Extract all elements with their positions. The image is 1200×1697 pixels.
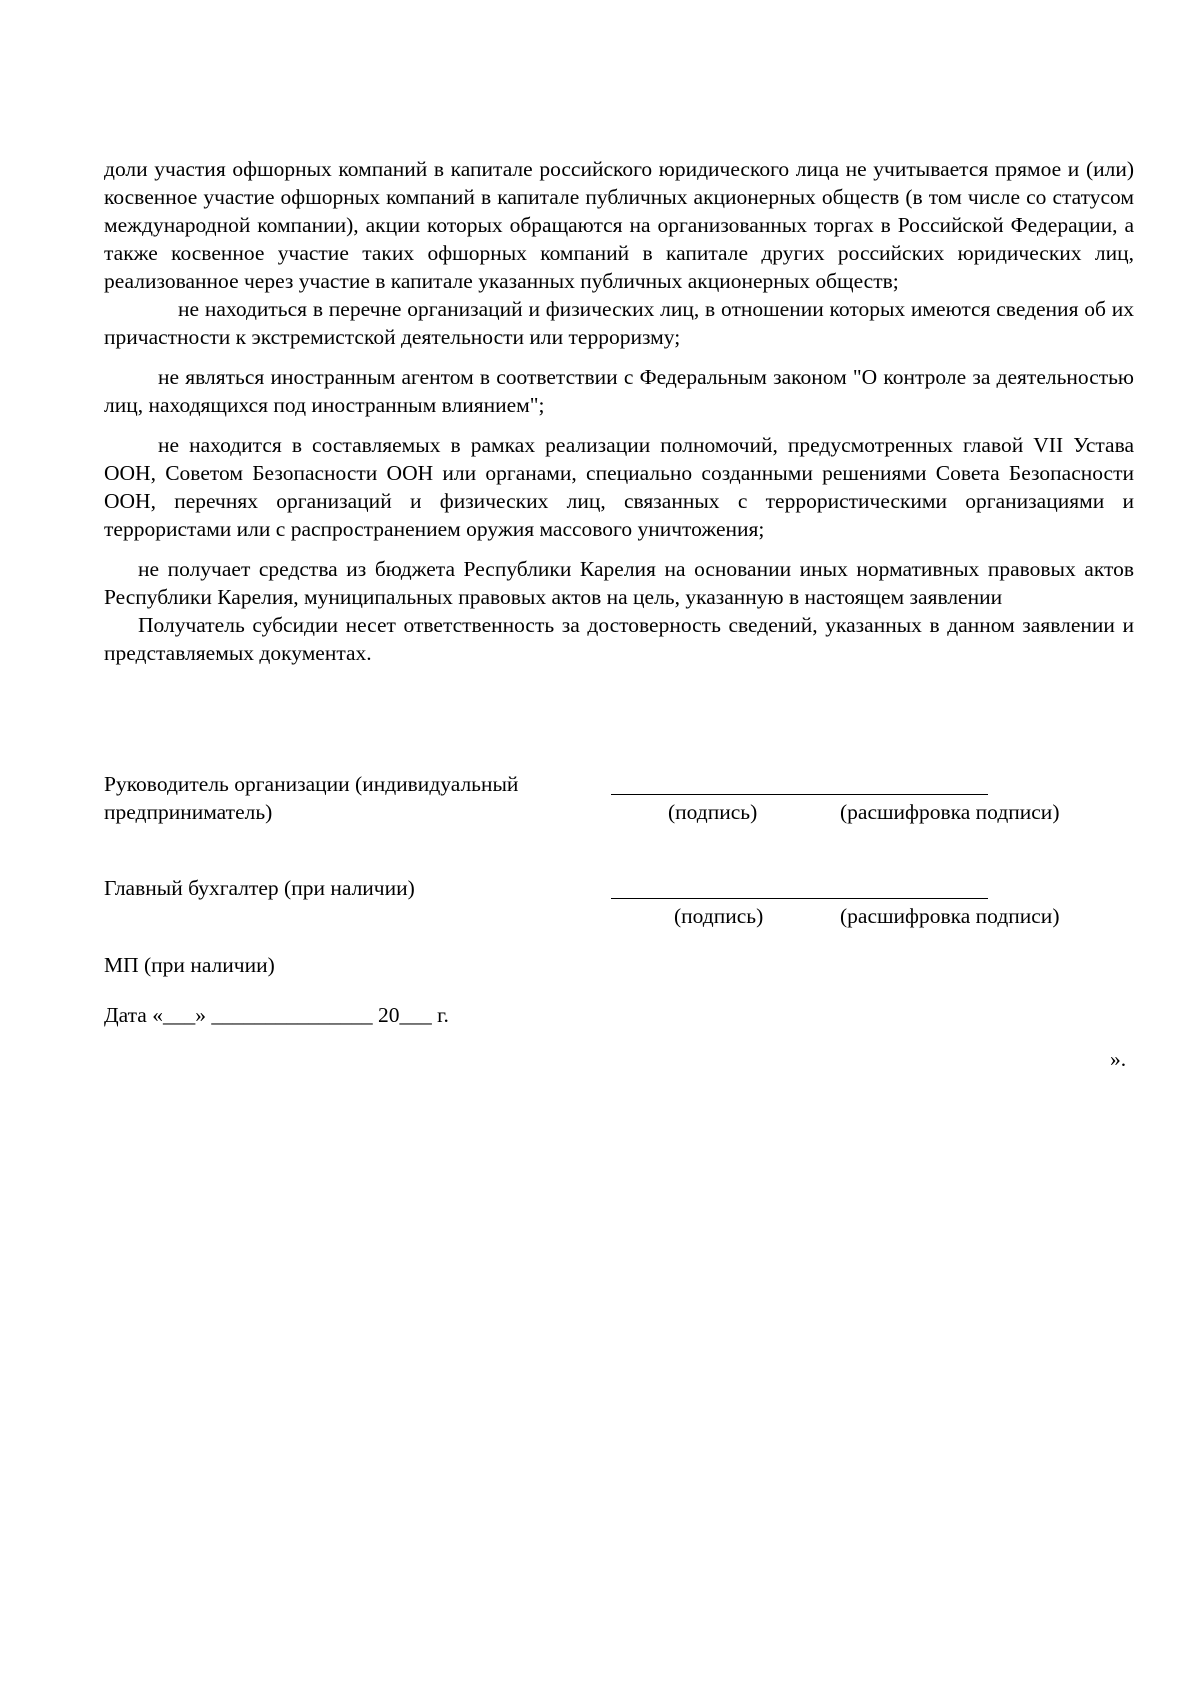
closing-quote-mark: ». [1110, 1047, 1127, 1071]
head-signature-block [104, 770, 1144, 830]
head-signature-caption: (подпись) [668, 800, 758, 824]
paragraph-responsibility: Получатель субсидии несет ответственность за достоверность сведений, указанных в данном заявлении и представляемых документах. [104, 613, 1134, 665]
paragraph-offshore-share: доли участия офшорных компаний в капитале российского юридического лица не учитывается прямое и (или) косвенное участие офшорных компаний в капитале публичных акционерных обществ (в том числе со статусом международной компании), акции которых обращаются на организованных торгах в Российской Федерации, а также косвенное участие таких офшорных компаний в капитале других российских юридических лиц, реализованное через участие в капитале указанных публичных акционерных обществ; [104, 157, 1134, 293]
accountant-decode-caption: (расшифровка подписи) [840, 904, 1060, 928]
paragraph-extremism-list: не находиться в перечне организаций и физических лиц, в отношении которых имеются сведения об их причастности к экстремистской деятельности или терроризму; [104, 297, 1134, 349]
stamp-label: МП (при наличии) [104, 953, 275, 977]
paragraph-budget-funds: не получает средства из бюджета Республики Карелия на основании иных нормативных правовых актов Республики Карелия, муниципальных правовых актов на цель, указанную в настоящем заявлении [104, 557, 1134, 609]
body-text [104, 155, 1134, 667]
head-decode-caption: (расшифровка подписи) [840, 800, 1060, 824]
accountant-signature-label: Главный бухгалтер (при наличии) [104, 876, 415, 900]
accountant-signature-block [104, 874, 1144, 934]
accountant-signature-line [611, 898, 988, 899]
paragraph-un-sanctions: не находится в составляемых в рамках реализации полномочий, предусмотренных главой VII Устава ООН, Советом Безопасности ООН или органами, специально созданными решениями Совета Безопасности ООН, перечнях организаций и физических лиц, связанных с террористическими организациями и террористами или с распространением оружия массового уничтожения; [104, 433, 1134, 541]
head-signature-label: Руководитель организации (индивидуальный предприниматель) [104, 772, 519, 824]
head-signature-line [611, 794, 988, 795]
paragraph-foreign-agent: не являться иностранным агентом в соответствии с Федеральным законом "О контроле за деятельностью лиц, находящихся под иностранным влиянием"; [104, 365, 1134, 417]
date-line: Дата «___» _______________ 20___ г. [104, 1003, 449, 1027]
accountant-signature-caption: (подпись) [674, 904, 764, 928]
